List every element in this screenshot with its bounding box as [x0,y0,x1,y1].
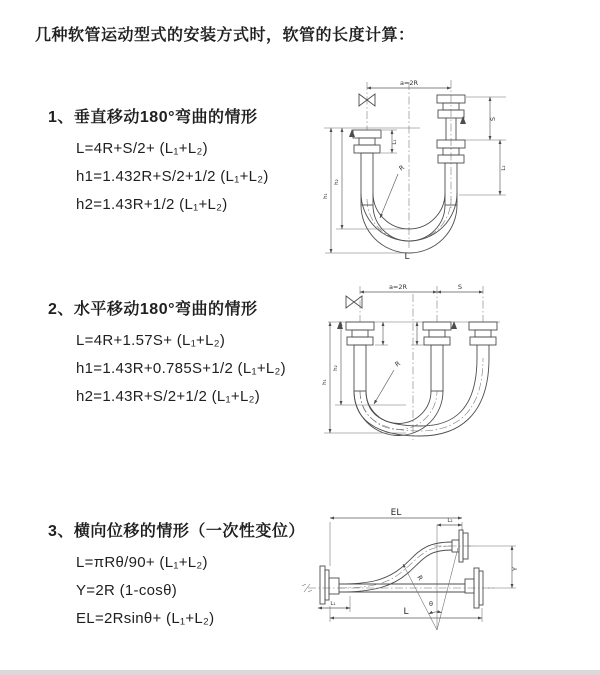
flange-plate [325,570,329,600]
label-l1: L₁ [392,139,398,145]
section-vertical-bend [48,104,269,219]
label-l: L [403,607,409,617]
hose-curve-inner [366,358,477,426]
formula-line: h2=1.43R+S/2+1/2 (L₁+L₂) [76,388,261,405]
formula-list [48,135,269,219]
flange [469,322,497,330]
valve-icon [346,296,362,308]
section-lateral-displacement [48,518,305,633]
braided-hose [354,345,366,391]
label-l1: L₁ [330,601,336,607]
radius-leader [374,370,394,404]
extension-line [468,546,516,588]
label-l2: L₂ [501,165,507,171]
extension-line [330,522,462,566]
label-l: L [404,252,410,260]
flange [347,337,373,345]
formula-line: h1=1.43R+0.785S+1/2 (L₁+L₂) [76,360,286,377]
hose-arc-inner [366,391,431,424]
label-h2: h₂ [333,365,339,371]
flange [470,337,496,345]
movement-arrow [460,116,466,124]
section-heading: 3、横向位移的情形（一次性变位） [48,523,305,540]
flange [424,337,450,345]
hose-curve-top [339,542,452,584]
page-title: 几种软管运动型式的安装方式时，软管的长度计算： [35,27,415,44]
label-y: Y [511,567,519,571]
page-bottom-edge [0,670,600,675]
label-theta: θ [429,600,433,608]
diagram-lateral-displacement [300,500,600,650]
hose-curve-bottom [339,550,452,592]
label-a2r: a=2R [388,283,408,291]
diagram2-linework [324,286,500,440]
label-r: R [415,574,425,582]
label-a2r: a=2R [399,79,419,87]
formula-list [48,549,305,633]
extension-line [325,229,407,253]
label-l2: L₂ [447,518,453,524]
hose-curve-outer [354,358,489,436]
flange-plate [320,566,325,604]
extension-line [459,97,506,195]
label-h1: h₁ [322,379,328,385]
flange-hub [329,578,339,594]
flange-hub [465,579,474,593]
formula-line: L=πRθ/90+ (L₁+L₂) [76,554,208,571]
formula-line: L=4R+S/2+ (L₁+L₂) [76,140,208,157]
radius-leader [380,174,398,218]
flange [346,322,374,330]
section-horizontal-bend [48,296,286,411]
diagram-vertical-180-bend [308,70,600,260]
angle-arc [429,612,442,614]
hose-centerline-curve [360,358,483,431]
flange [353,130,381,138]
formula-line: L=4R+1.57S+ (L₁+L₂) [76,332,226,349]
label-h1: h₁ [323,193,329,199]
formula-line: Y=2R (1-cosθ) [76,582,178,599]
radius-line [403,564,437,630]
label-h2: h₂ [334,179,340,185]
label-r: R [397,163,406,173]
formula-list [48,327,286,411]
label-s: S [489,116,497,122]
flange-neck [352,330,368,337]
flange [423,322,451,330]
formula-line: EL=2Rsinθ+ (L₁+L₂) [76,610,215,627]
label-r: R [393,359,402,369]
flange-neck [359,138,375,145]
diagram1-linework [324,80,506,253]
centerline [360,286,483,322]
diagram-horizontal-180-bend [308,278,600,448]
formula-line: h2=1.43R+1/2 (L₁+L₂) [76,196,228,213]
formula-line: h1=1.432R+S/2+1/2 (L₁+L₂) [76,168,269,185]
braided-hose [431,345,443,391]
label-s: S [457,283,463,291]
hose-arc-outer [354,391,443,436]
label-el: EL [390,508,402,518]
diagram3-linework [302,518,516,630]
flange-neck [475,330,491,337]
section-heading: 1、垂直移动180°弯曲的情形 [48,109,258,126]
flange [354,145,380,153]
section-heading: 2、水平移动180°弯曲的情形 [48,301,258,318]
flange-neck [429,330,445,337]
pipe [477,345,489,358]
braided-hose [361,153,373,205]
